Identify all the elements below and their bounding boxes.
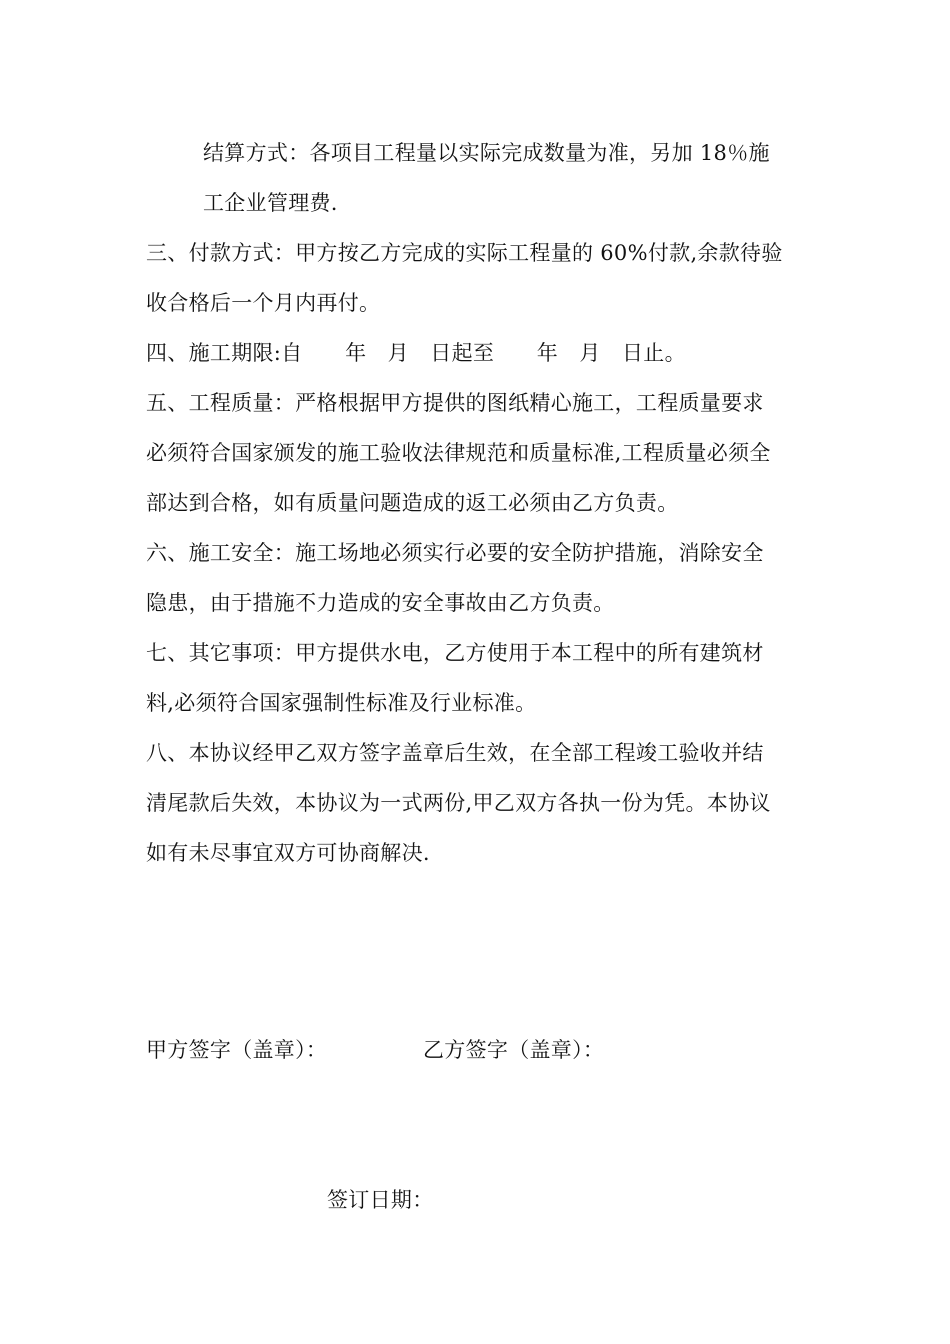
validity-clause-line-3: 如有未尽事宜双方可协商解决. — [146, 841, 430, 865]
payment-terms-line-2: 收合格后一个月内再付。 — [146, 291, 381, 315]
settlement-method-line-1: 结算方式：各项目工程量以实际完成数量为准，另加 18％施 — [203, 141, 770, 165]
party-b-signature-label: 乙方签字（盖章）： — [423, 1038, 605, 1062]
safety-clause-line-2: 隐患，由于措施不力造成的安全事故由乙方负责。 — [146, 591, 615, 615]
safety-clause-line-1: 六、施工安全：施工场地必须实行必要的安全防护措施，消除安全 — [146, 541, 764, 565]
other-matters-line-1: 七、其它事项：甲方提供水电，乙方使用于本工程中的所有建筑材 — [146, 641, 764, 665]
party-a-signature-label: 甲方签字（盖章）： — [146, 1038, 328, 1062]
quality-clause-line-1: 五、工程质量：严格根据甲方提供的图纸精心施工，工程质量要求 — [146, 391, 764, 415]
construction-period-line: 四、施工期限:自 年 月 日起至 年 月 日止。 — [146, 341, 686, 365]
validity-clause-line-2: 清尾款后失效，本协议为一式两份,甲乙双方各执一份为凭。本协议 — [146, 791, 771, 815]
other-matters-line-2: 料,必须符合国家强制性标准及行业标准。 — [146, 691, 537, 715]
quality-clause-line-3: 部达到合格，如有质量问题造成的返工必须由乙方负责。 — [146, 491, 679, 515]
validity-clause-line-1: 八、本协议经甲乙双方签字盖章后生效，在全部工程竣工验收并结 — [146, 741, 764, 765]
payment-terms-line-1: 三、付款方式：甲方按乙方完成的实际工程量的 60%付款,余款待验 — [146, 241, 783, 265]
settlement-method-line-2: 工企业管理费. — [203, 191, 338, 215]
signing-date-label: 签订日期： — [327, 1188, 434, 1212]
quality-clause-line-2: 必须符合国家颁发的施工验收法律规范和质量标准,工程质量必须全 — [146, 441, 771, 465]
